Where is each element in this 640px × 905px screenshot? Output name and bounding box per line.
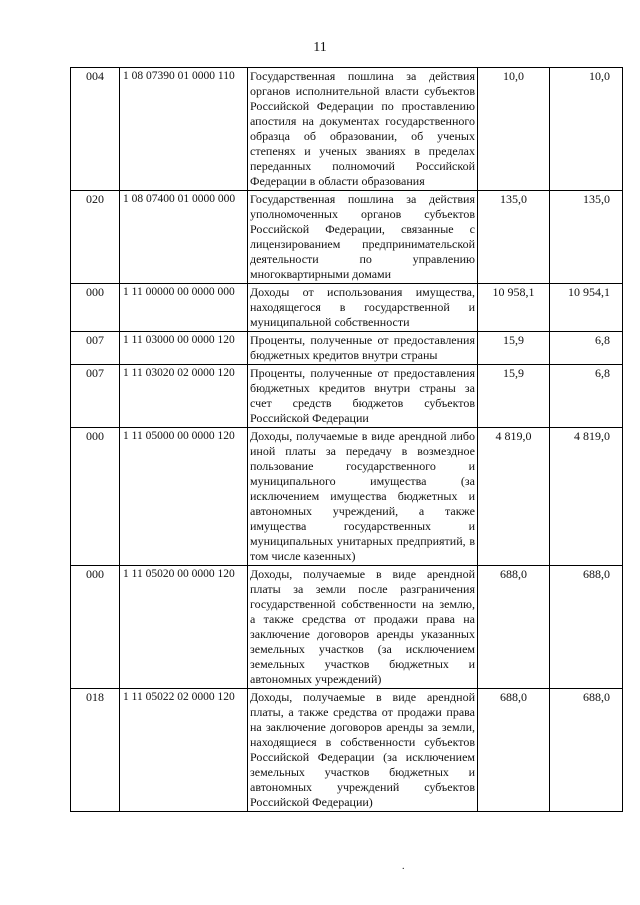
admin-code-cell: 020 bbox=[71, 191, 120, 284]
amount-cell: 135,0 bbox=[550, 191, 623, 284]
revenue-table bbox=[70, 67, 623, 812]
page-number: 11 bbox=[313, 40, 327, 55]
table-row bbox=[71, 332, 623, 365]
budget-code-cell: 1 08 07400 01 0000 000 bbox=[120, 191, 248, 284]
table-row bbox=[71, 689, 623, 812]
amount-cell: 10,0 bbox=[478, 68, 550, 191]
table-row bbox=[71, 365, 623, 428]
table-row bbox=[71, 566, 623, 689]
budget-code-cell: 1 08 07390 01 0000 110 bbox=[120, 68, 248, 191]
revenue-name-cell: Доходы, получаемые в виде арендной платы, а также средства от продажи права на заключение договоров аренды за земли, находящиеся в собственности субъектов Российской Федерации (за исключением земельных участков бюджетных и автономных учреждений субъектов Российской Федерации) bbox=[248, 689, 478, 812]
amount-cell: 15,9 bbox=[478, 365, 550, 428]
amount-cell: 135,0 bbox=[478, 191, 550, 284]
revenue-name-cell: Государственная пошлина за действия органов исполнительной власти субъектов Российской Федерации по проставлению апостиля на документах государственного образца об образовании, об ученых степенях и ученых званиях в пределах переданных полномочий Российской Федерации в области образования bbox=[248, 68, 478, 191]
revenue-name-cell: Доходы, получаемые в виде арендной либо иной платы за передачу в возмездное пользование государственного и муниципального имущества (за исключением имущества бюджетных и автономных учреждений, а также имущества государственных и муниципальных унитарных предприятий, в том числе казенных) bbox=[248, 428, 478, 566]
amount-cell: 10,0 bbox=[550, 68, 623, 191]
amount-cell: 688,0 bbox=[478, 566, 550, 689]
amount-cell: 4 819,0 bbox=[478, 428, 550, 566]
revenue-name-cell: Проценты, полученные от предоставления бюджетных кредитов внутри страны bbox=[248, 332, 478, 365]
budget-code-cell: 1 11 00000 00 0000 000 bbox=[120, 284, 248, 332]
amount-cell: 10 958,1 bbox=[478, 284, 550, 332]
amount-cell: 688,0 bbox=[478, 689, 550, 812]
revenue-name-cell: Государственная пошлина за действия уполномоченных органов субъектов Российской Федерации, связанные с лицензированием предпринимательской деятельности по управлению многоквартирными домами bbox=[248, 191, 478, 284]
amount-cell: 688,0 bbox=[550, 566, 623, 689]
admin-code-cell: 000 bbox=[71, 284, 120, 332]
budget-code-cell: 1 11 03020 02 0000 120 bbox=[120, 365, 248, 428]
admin-code-cell: 000 bbox=[71, 566, 120, 689]
amount-cell: 10 954,1 bbox=[550, 284, 623, 332]
budget-code-cell: 1 11 05020 00 0000 120 bbox=[120, 566, 248, 689]
admin-code-cell: 007 bbox=[71, 332, 120, 365]
amount-cell: 4 819,0 bbox=[550, 428, 623, 566]
revenue-name-cell: Проценты, полученные от предоставления бюджетных кредитов внутри страны за счет средств бюджетов субъектов Российской Федерации bbox=[248, 365, 478, 428]
admin-code-cell: 004 bbox=[71, 68, 120, 191]
revenue-name-cell: Доходы, получаемые в виде арендной платы за земли после разграничения государственной собственности на землю, а также средства от продажи права на заключение договоров аренды указанных земельных участков (за исключением земельных участков бюджетных и автономных учреждений) bbox=[248, 566, 478, 689]
budget-code-cell: 1 11 05022 02 0000 120 bbox=[120, 689, 248, 812]
admin-code-cell: 000 bbox=[71, 428, 120, 566]
table-row bbox=[71, 428, 623, 566]
amount-cell: 688,0 bbox=[550, 689, 623, 812]
admin-code-cell: 018 bbox=[71, 689, 120, 812]
amount-cell: 15,9 bbox=[478, 332, 550, 365]
revenue-name-cell: Доходы от использования имущества, находящегося в государственной и муниципальной собственности bbox=[248, 284, 478, 332]
table-row bbox=[71, 68, 623, 191]
table-row bbox=[71, 191, 623, 284]
amount-cell: 6,8 bbox=[550, 332, 623, 365]
budget-code-cell: 1 11 05000 00 0000 120 bbox=[120, 428, 248, 566]
admin-code-cell: 007 bbox=[71, 365, 120, 428]
budget-code-cell: 1 11 03000 00 0000 120 bbox=[120, 332, 248, 365]
amount-cell: 6,8 bbox=[550, 365, 623, 428]
table-row bbox=[71, 284, 623, 332]
